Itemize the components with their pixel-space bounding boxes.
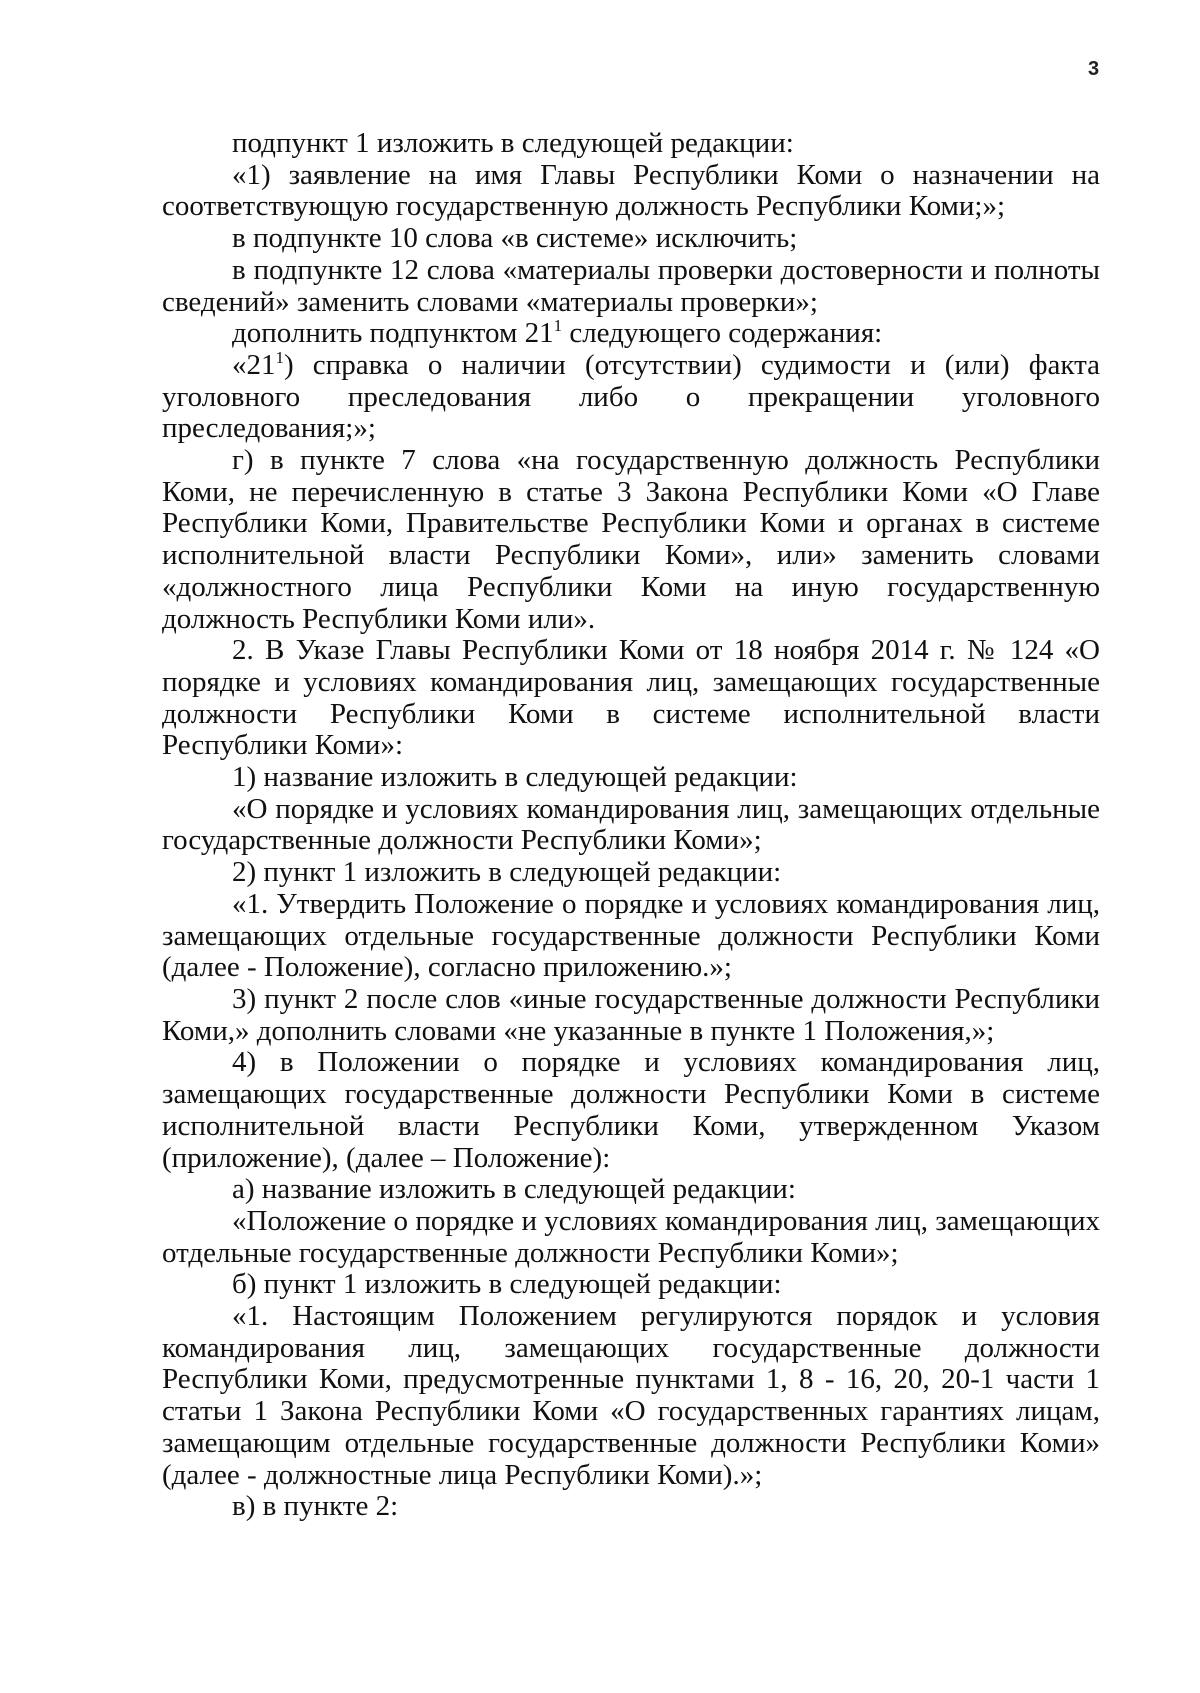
paragraph: 2) пункт 1 изложить в следующей редакции:	[232, 856, 782, 889]
paragraph: подпункт 1 изложить в следующей редакции:	[232, 127, 794, 159]
paragraph	[162, 347, 1100, 445]
paragraph: 3) пункт 2 после слов «иные государственные должности Республики Коми,» дополнить словами «не указанные в пункте 1 Положения,»;	[162, 982, 1100, 1047]
paragraph: «1. Утвердить Положение о порядке и условиях командирования лиц, замещающих отдельные государственные должности Республики Коми (далее - Положение), согласно приложению.»;	[162, 887, 1100, 984]
paragraph: «1) заявление на имя Главы Республики Коми о назначении на соответствующую государственную должность Республики Коми;»;	[162, 158, 1100, 223]
page-number: 3	[1088, 58, 1100, 80]
paragraph: 2. В Указе Главы Республики Коми от 18 ноября 2014 г. № 124 «О порядке и условиях командирования лиц, замещающих государственные должности Республики Коми в системе исполнительной власти Республики Коми»:	[162, 634, 1100, 762]
paragraph: «О порядке и условиях командирования лиц, замещающих отдельные государственные должности Республики Коми»;	[162, 792, 1100, 857]
paragraph-text: следующего содержания:	[562, 317, 883, 350]
paragraph-text: дополнить подпунктом 21	[232, 317, 554, 350]
superscript: 1	[275, 347, 284, 367]
paragraph	[162, 318, 1100, 350]
paragraph: а) название изложить в следующей редакции:	[232, 1173, 796, 1206]
paragraph: в подпункте 12 слова «материалы проверки достоверности и полноты сведений» заменить словами «материалы проверки»;	[162, 253, 1100, 318]
paragraph: б) пункт 1 изложить в следующей редакции:	[232, 1268, 782, 1301]
paragraph: 4) в Положении о порядке и условиях командирования лиц, замещающих государственные должности Республики Коми в системе исполнительной власти Республики Коми, утвержденном Указом (приложение), (далее – Положение):	[162, 1046, 1100, 1174]
paragraph: в подпункте 10 слова «в системе» исключить;	[232, 222, 798, 255]
document-body	[162, 128, 1100, 1523]
paragraph: г) в пункте 7 слова «на государственную должность Республики Коми, не перечисленную в статье 3 Закона Республики Коми «О Главе Республики Коми, Правительстве Республики Коми и органах в системе исполнительной власти Республики Коми», или» заменить словами «должностного лица Республики Коми на иную государственную должность Республики Коми или».	[162, 444, 1100, 635]
paragraph: «1. Настоящим Положением регулируются порядок и условия командирования лиц, замещающих государственные должности Республики Коми, предусмотренные пунктами 1, 8 - 16, 20, 20-1 части 1 статьи 1 Закона Республики Коми «О государственных гарантиях лицам, замещающим отдельные государственные должности Республики Коми» (далее - должностные лица Республики Коми).»;	[162, 1300, 1100, 1491]
paragraph-text: «21	[232, 348, 276, 381]
paragraph: в) в пункте 2:	[232, 1490, 399, 1523]
paragraph: «Положение о порядке и условиях командирования лиц, замещающих отдельные государственные должности Республики Коми»;	[162, 1204, 1100, 1269]
superscript: 1	[553, 316, 563, 336]
paragraph: 1) название изложить в следующей редакции:	[232, 761, 798, 794]
paragraph-text: ) справка о наличии (отсутствии) судимости и (или) факта уголовного преследования либо о прекращении уголовного преследования;»;	[162, 348, 1100, 445]
